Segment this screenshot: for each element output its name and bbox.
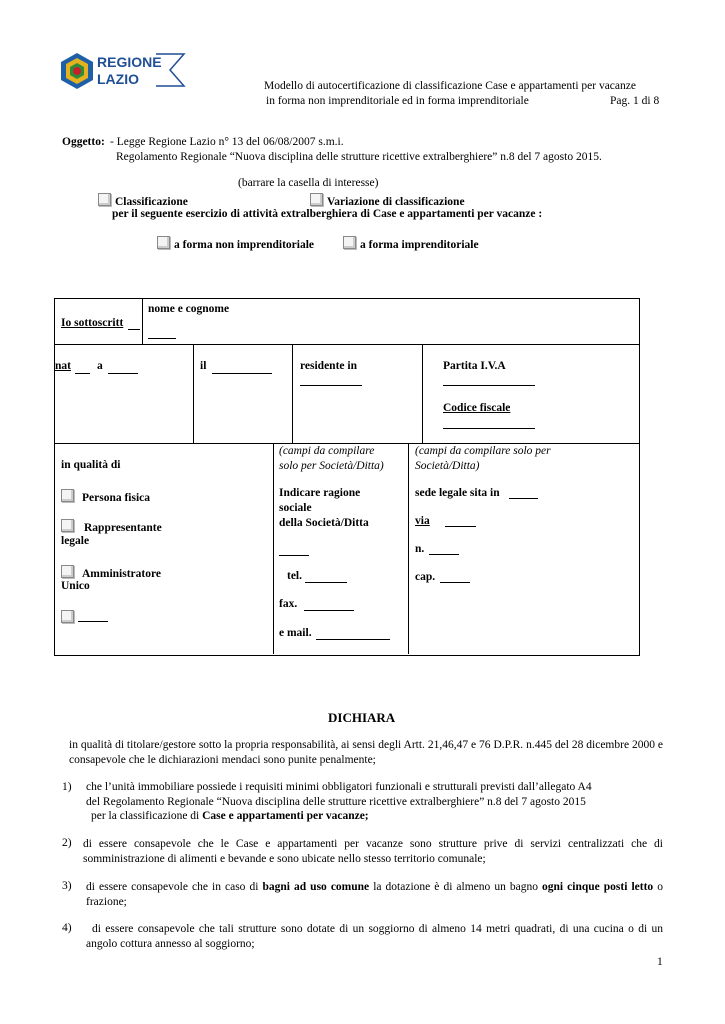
ragione-sociale-label-2: sociale [279, 502, 312, 514]
option-variazione-label: Variazione di classificazione [327, 196, 465, 208]
item-3-text-bold-2: ogni cinque posti letto [542, 881, 654, 893]
ragione-sociale-label-3: della Società/Ditta [279, 517, 369, 529]
page-indicator: Pag. 1 di 8 [610, 95, 660, 107]
ragione-sociale-label-1: Indicare ragione [279, 487, 361, 499]
item-3-text-bold-1: bagni ad uso comune [262, 881, 370, 893]
table-divider [54, 443, 639, 444]
item-1-number: 1) [62, 781, 72, 793]
fax-field[interactable] [304, 610, 354, 611]
checkbox-variazione[interactable] [310, 193, 323, 206]
in-qualita-label: in qualità di [61, 459, 121, 471]
logo-text-lazio: LAZIO [97, 71, 139, 87]
table-divider [422, 344, 423, 443]
checkbox-rappresentante[interactable] [61, 519, 74, 532]
declaration-intro: in qualità di titolare/gestore sotto la propria responsabilità, ai sensi degli Artt. 21,46,47 e 76 D.P.R. n.445 del 28 dicembre 2000 e consapevole che le dichiarazioni mendaci sono punite penalmente; [69, 739, 663, 766]
numero-label: n. [415, 543, 425, 555]
option-imprenditoriale[interactable] [343, 236, 479, 251]
tel-field[interactable] [305, 582, 347, 583]
table-divider [142, 298, 143, 344]
ragione-sociale-field[interactable] [279, 555, 309, 556]
item-3-number: 3) [62, 880, 72, 892]
header-line-1: Modello di autocertificazione di classificazione Case e appartamenti per vacanze [264, 80, 636, 92]
option-non-imprenditoriale-label: a forma non imprenditoriale [174, 239, 315, 251]
logo-text-regione: REGIONE [97, 54, 162, 70]
via-label: via [415, 515, 430, 527]
option-altro[interactable] [61, 610, 108, 625]
checkbox-altro[interactable] [61, 610, 74, 623]
table-divider [193, 344, 194, 443]
option-amministratore[interactable] [61, 565, 161, 580]
item-1-line-3-bold: Case e appartamenti per vacanze; [202, 810, 369, 822]
item-2-number: 2) [62, 837, 72, 849]
codice-fiscale-field[interactable] [443, 428, 535, 429]
option-rappresentante[interactable] [61, 519, 162, 534]
data-nascita-field[interactable] [212, 373, 272, 374]
campi-note-b1: (campi da compilare solo per [415, 445, 551, 457]
io-sottoscritto-label: Io sottoscritt [61, 317, 124, 329]
item-4-text: di essere consapevole che tali strutture sono dotate di un soggiorno di almeno 14 metri quadrati, di una cucina o di un angolo cottura annesso al soggiorno; [86, 923, 663, 950]
altro-field[interactable] [78, 611, 108, 622]
amministratore-label-2: Unico [61, 580, 90, 592]
amministratore-label: Amministratore [82, 568, 161, 580]
item-1-line-2: del Regolamento Regionale “Nuova disciplina delle strutture ricettive extralberghiere” n.8 del 7 agosto 2015 [86, 796, 586, 808]
io-sottoscritto-underline [128, 329, 140, 330]
a-label: a [97, 360, 103, 372]
cap-field[interactable] [440, 582, 470, 583]
item-3-text-e: o frazione; [86, 881, 663, 908]
choice-purpose: per il seguente esercizio di attività extralberghiera di Case e appartamenti per vacanze : [112, 208, 543, 220]
partita-iva-label: Partita I.V.A [443, 360, 506, 372]
email-field[interactable] [316, 639, 390, 640]
checkbox-amministratore[interactable] [61, 565, 74, 578]
checkbox-classificazione[interactable] [98, 193, 111, 206]
item-3-text-a: di essere consapevole che in caso di [86, 881, 263, 893]
item-3-text-c: la dotazione è di almeno un bagno [369, 881, 543, 893]
campi-note-b2: Società/Ditta) [415, 460, 480, 472]
residente-label: residente in [300, 360, 357, 372]
option-imprenditoriale-label: a forma imprenditoriale [360, 239, 479, 251]
subject-line-1: - Legge Regione Lazio n° 13 del 06/08/2007 s.m.i. [110, 136, 344, 148]
header-line-2: in forma non imprenditoriale ed in forma imprenditoriale [266, 95, 529, 107]
tel-label: tel. [287, 570, 303, 582]
item-3-text [86, 880, 663, 910]
il-label: il [200, 360, 207, 372]
codice-fiscale-label: Codice fiscale [443, 402, 511, 414]
table-divider [408, 443, 409, 654]
nat-label: nat [55, 360, 71, 372]
table-divider [273, 443, 274, 654]
table-divider [292, 344, 293, 443]
persona-fisica-label: Persona fisica [82, 492, 151, 504]
option-non-imprenditoriale[interactable] [157, 236, 314, 251]
rappresentante-label-2: legale [61, 535, 90, 547]
table-divider [54, 344, 639, 345]
option-classificazione-label: Classificazione [115, 196, 188, 208]
via-field[interactable] [445, 526, 476, 527]
nome-cognome-field[interactable] [148, 338, 176, 339]
luogo-nascita-field[interactable] [108, 373, 138, 374]
residente-field[interactable] [300, 385, 362, 386]
checkbox-non-imprenditoriale[interactable] [157, 236, 170, 249]
numero-field[interactable] [429, 554, 459, 555]
declarant-form-table [54, 298, 640, 656]
item-1-line-3-text: per la classificazione di [91, 810, 203, 822]
page-number: 1 [657, 956, 663, 968]
option-persona-fisica[interactable] [61, 489, 150, 504]
nat-field[interactable] [75, 373, 90, 374]
email-label: e mail. [279, 627, 312, 639]
item-2-text: di essere consapevole che le Case e appartamenti per vacanze sono strutture prive di servizi centralizzati che di somministrazione di alimenti e bevande e sono ubicate nello stesso territorio comunale; [83, 838, 663, 865]
option-variazione[interactable] [310, 193, 465, 208]
logo-swoosh-icon [154, 52, 194, 88]
cap-label: cap. [415, 571, 436, 583]
campi-note-1: (campi da compilare [279, 445, 375, 457]
campi-note-2: solo per Società/Ditta) [279, 460, 384, 472]
fax-label: fax. [279, 598, 298, 610]
checkbox-imprenditoriale[interactable] [343, 236, 356, 249]
sede-legale-label: sede legale sita in [415, 487, 500, 499]
item-1-line-1: che l’unità immobiliare possiede i requisiti minimi obbligatori funzionali e strutturali previsti dall’allegato A4 [86, 781, 592, 793]
option-classificazione[interactable] [98, 193, 188, 208]
rappresentante-label: Rappresentante [84, 522, 162, 534]
checkbox-persona-fisica[interactable] [61, 489, 74, 502]
sede-legale-field[interactable] [509, 498, 538, 499]
partita-iva-field[interactable] [443, 385, 535, 386]
item-4-number: 4) [62, 922, 72, 934]
nome-cognome-label: nome e cognome [148, 303, 230, 315]
regione-lazio-emblem-icon [60, 52, 94, 90]
declaration-title: DICHIARA [328, 710, 396, 725]
item-1-line-3 [91, 810, 369, 822]
choice-instruction: (barrare la casella di interesse) [238, 177, 379, 189]
subject-label: Oggetto: [62, 136, 105, 148]
regione-lazio-logo [60, 52, 190, 92]
subject-line-2: Regolamento Regionale “Nuova disciplina delle strutture ricettive extralberghiere” n.8 del 7 agosto 2015. [116, 151, 602, 163]
